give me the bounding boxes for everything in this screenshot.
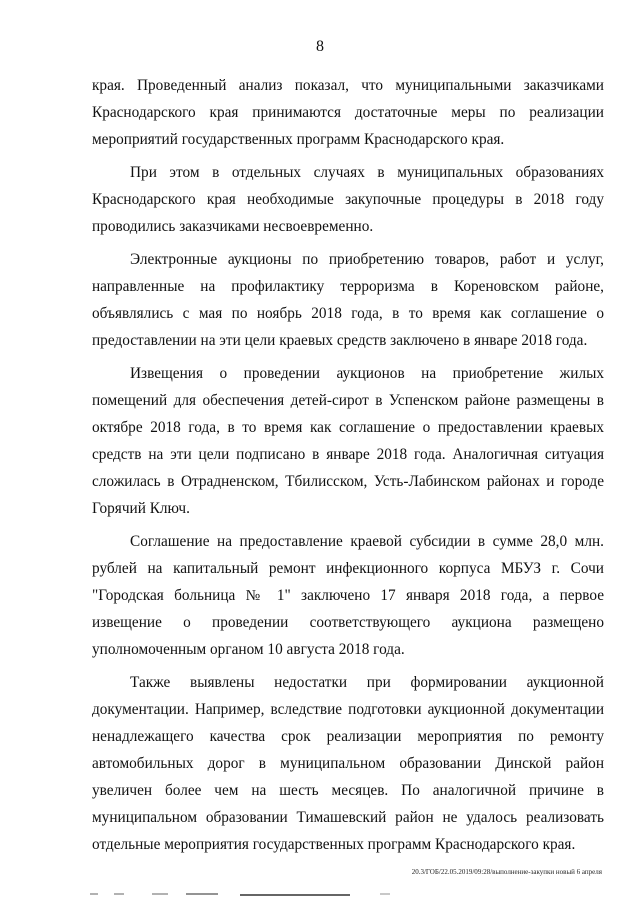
paragraph-sochi-subsidy: Соглашение на предоставление краевой субсидии в сумме 28,0 млн. рублей на капитальный ремонт инфекционного корпуса МБУЗ г. Сочи "Городская больница № 1" заключено 17 января 2018 года, а первое извещение о проведении соответствующего аукциона размещено уполномоченным органом 10 августа 2018 года. xyxy=(92,533,604,658)
page-number: 8 xyxy=(316,38,324,55)
paragraph-korenovsky-auctions: Электронные аукционы по приобретению товаров, работ и услуг, направленные на профилактику терроризма в Кореновском районе, объявлялись с мая по ноябрь 2018 года, в то время как соглашение о предоставлении на эти цели краевых средств заключено в январе 2018 года. xyxy=(92,251,604,349)
scan-artifact xyxy=(90,888,510,898)
footer-file-path: 20.3/ГОБ/22.05.2019/09:28/выполнение-закупки новый 6 апреля xyxy=(411,868,602,876)
paragraph-continuation: края. Проведенный анализ показал, что муниципальными заказчиками Краснодарского края принимаются достаточные меры по реализации мероприятий государственных программ Краснодарского края. xyxy=(92,77,604,148)
paragraph-auction-documentation: Также выявлены недостатки при формировании аукционной документации. Например, вследствие подготовки аукционной документации ненадлежащего качества срок реализации мероприятия по ремонту автомобильных дорог в муниципальном образовании Динской район увеличен более чем на шесть месяцев. По аналогичной причине в муниципальном образовании Тимашевский район не удалось реализовать отдельные мероприятия государственных программ Краснодарского края. xyxy=(92,674,604,853)
document-body xyxy=(92,72,604,864)
paragraph-uspensky-housing: Извещения о проведении аукционов на приобретение жилых помещений для обеспечения детей-сирот в Успенском районе размещены в октябре 2018 года, в то время как соглашение о предоставлении краевых средств на эти цели подписано в январе 2018 года. Аналогичная ситуация сложилась в Отрадненском, Тбилисском, Усть-Лабинском районах и городе Горячий Ключ. xyxy=(92,365,604,517)
paragraph-procurement-delays: При этом в отдельных случаях в муниципальных образованиях Краснодарского края необходимые закупочные процедуры в 2018 году проводились заказчиками несвоевременно. xyxy=(92,164,604,235)
